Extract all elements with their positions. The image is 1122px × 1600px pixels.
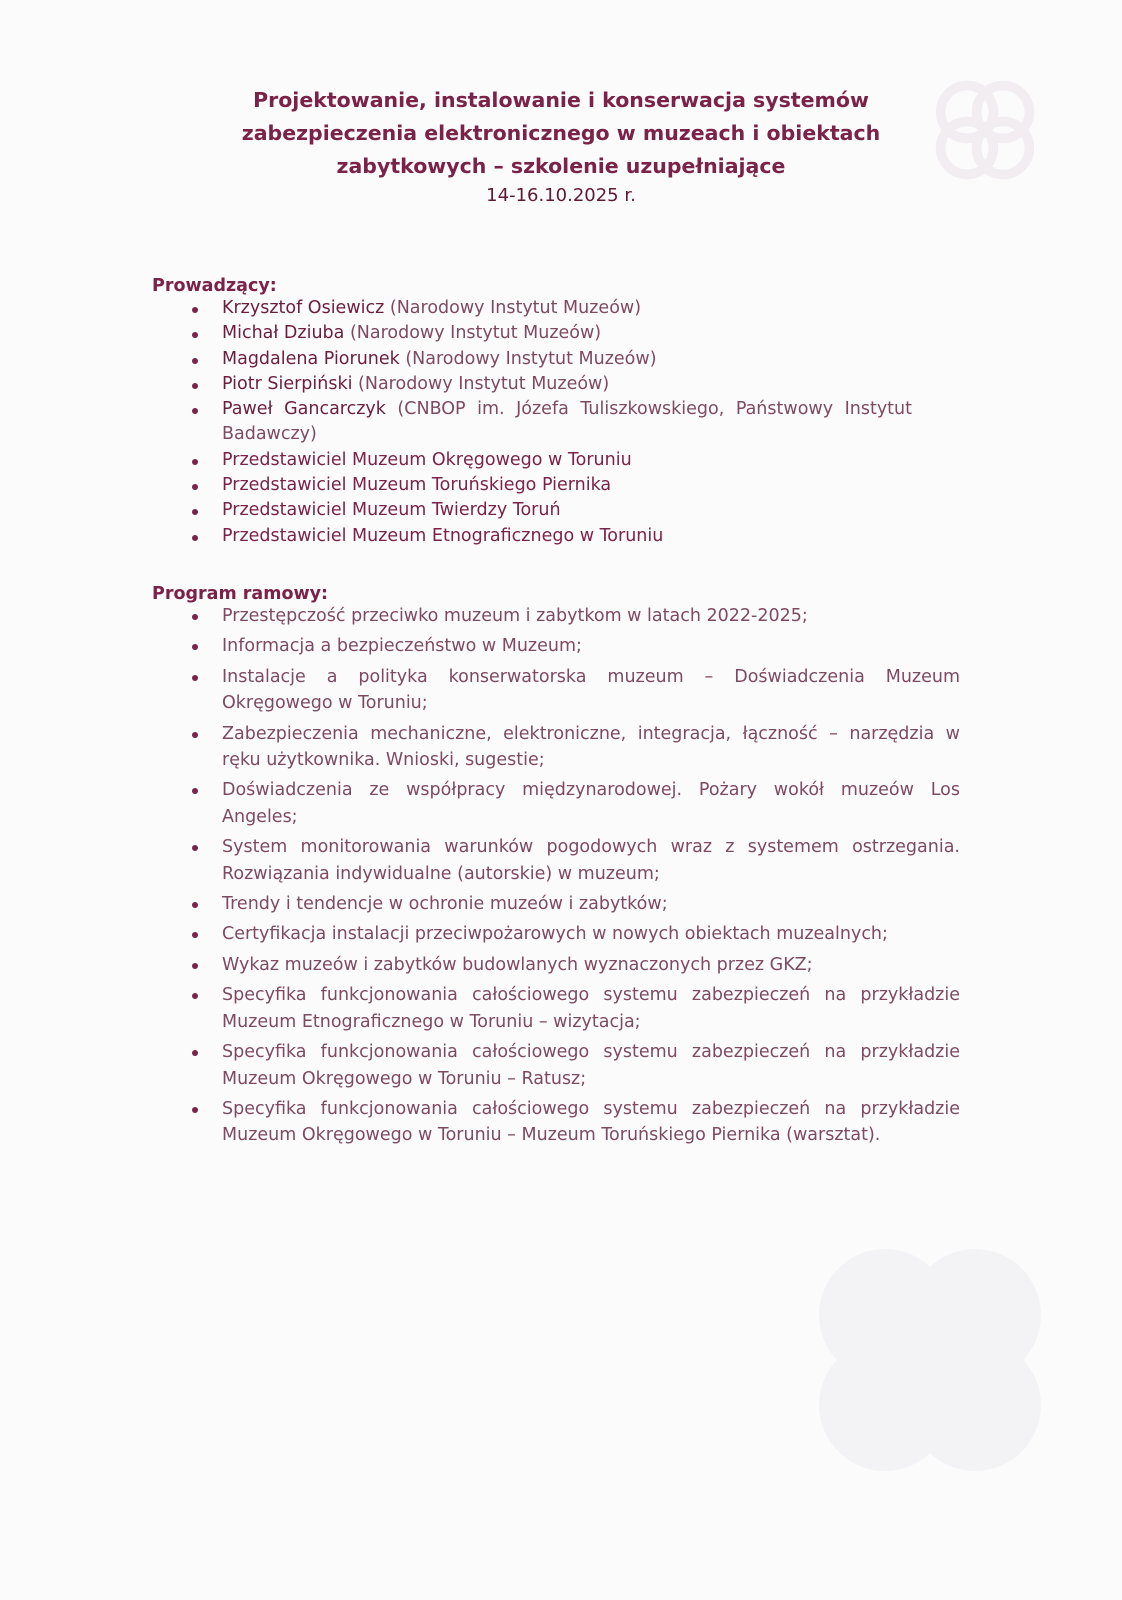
leaders-list	[222, 296, 912, 549]
leaders-heading: Prowadzący:	[152, 276, 277, 296]
document-title	[150, 84, 972, 183]
program-item: Specyfika funkcjonowania całościowego systemu zabezpieczeń na przykładzie Muzeum Etnograficznego w Toruniu – wizytacja;	[222, 982, 960, 1035]
program-item: Informacja a bezpieczeństwo w Muzeum;	[222, 633, 960, 659]
program-item: Specyfika funkcjonowania całościowego systemu zabezpieczeń na przykładzie Muzeum Okręgowego w Toruniu – Muzeum Toruńskiego Piernika (warsztat).	[222, 1096, 960, 1149]
program-item: Certyfikacja instalacji przeciwpożarowych w nowych obiektach muzealnych;	[222, 921, 960, 947]
leader-institution: (Narodowy Instytut Muzeów)	[344, 323, 602, 344]
leader-name: Piotr Sierpiński	[222, 373, 353, 394]
representative-item: Przedstawiciel Muzeum Etnograficznego w Toruniu	[222, 524, 912, 549]
representative-item: Przedstawiciel Muzeum Twierdzy Toruń	[222, 498, 912, 523]
leader-institution: (Narodowy Instytut Muzeów)	[399, 348, 657, 369]
program-item: Przestępczość przeciwko muzeum i zabytkom w latach 2022-2025;	[222, 603, 960, 629]
representative-item: Przedstawiciel Muzeum Toruńskiego Piernika	[222, 473, 912, 498]
leader-item	[222, 296, 912, 321]
program-item: Trendy i tendencje w ochronie muzeów i zabytków;	[222, 891, 960, 917]
leader-institution: (Narodowy Instytut Muzeów)	[352, 373, 610, 394]
representative-item: Przedstawiciel Muzeum Okręgowego w Toruniu	[222, 448, 912, 473]
leader-item	[222, 347, 912, 372]
show-through-emblem-icon	[780, 1210, 1080, 1510]
title-line: zabezpieczenia elektronicznego w muzeach i obiektach	[241, 121, 881, 145]
course-date: 14-16.10.2025 r.	[486, 185, 636, 206]
program-item: Instalacje a polityka konserwatorska muzeum – Doświadczenia Muzeum Okręgowego w Toruniu;	[222, 664, 960, 717]
leader-institution: (Narodowy Instytut Muzeów)	[384, 298, 642, 318]
leader-name: Krzysztof Osiewicz	[222, 298, 385, 318]
program-item: Wykaz muzeów i zabytków budowlanych wyznaczonych przez GKZ;	[222, 952, 960, 978]
program-heading: Program ramowy:	[152, 584, 329, 604]
title-line: Projektowanie, instalowanie i konserwacja systemów	[253, 88, 869, 112]
leader-item	[222, 372, 912, 397]
leader-name: Magdalena Piorunek	[222, 348, 400, 369]
leader-item	[222, 397, 912, 448]
title-line: zabytkowych – szkolenie uzupełniające	[336, 154, 786, 178]
program-item: System monitorowania warunków pogodowych wraz z systemem ostrzegania. Rozwiązania indywidualne (autorskie) w muzeum;	[222, 834, 960, 887]
program-list	[222, 603, 960, 1153]
leader-name: Michał Dziuba	[222, 323, 345, 344]
program-item: Specyfika funkcjonowania całościowego systemu zabezpieczeń na przykładzie Muzeum Okręgowego w Toruniu – Ratusz;	[222, 1039, 960, 1092]
leader-name: Paweł Gancarczyk	[222, 399, 386, 420]
program-item: Doświadczenia ze współpracy międzynarodowej. Pożary wokół muzeów Los Angeles;	[222, 777, 960, 830]
program-item: Zabezpieczenia mechaniczne, elektroniczne, integracja, łączność – narzędzia w ręku użytkownika. Wnioski, sugestie;	[222, 721, 960, 774]
leader-item	[222, 321, 912, 346]
leader-institution: (CNBOP im. Józefa Tuliszkowskiego, Państwowy Instytut Badawczy)	[222, 399, 912, 445]
